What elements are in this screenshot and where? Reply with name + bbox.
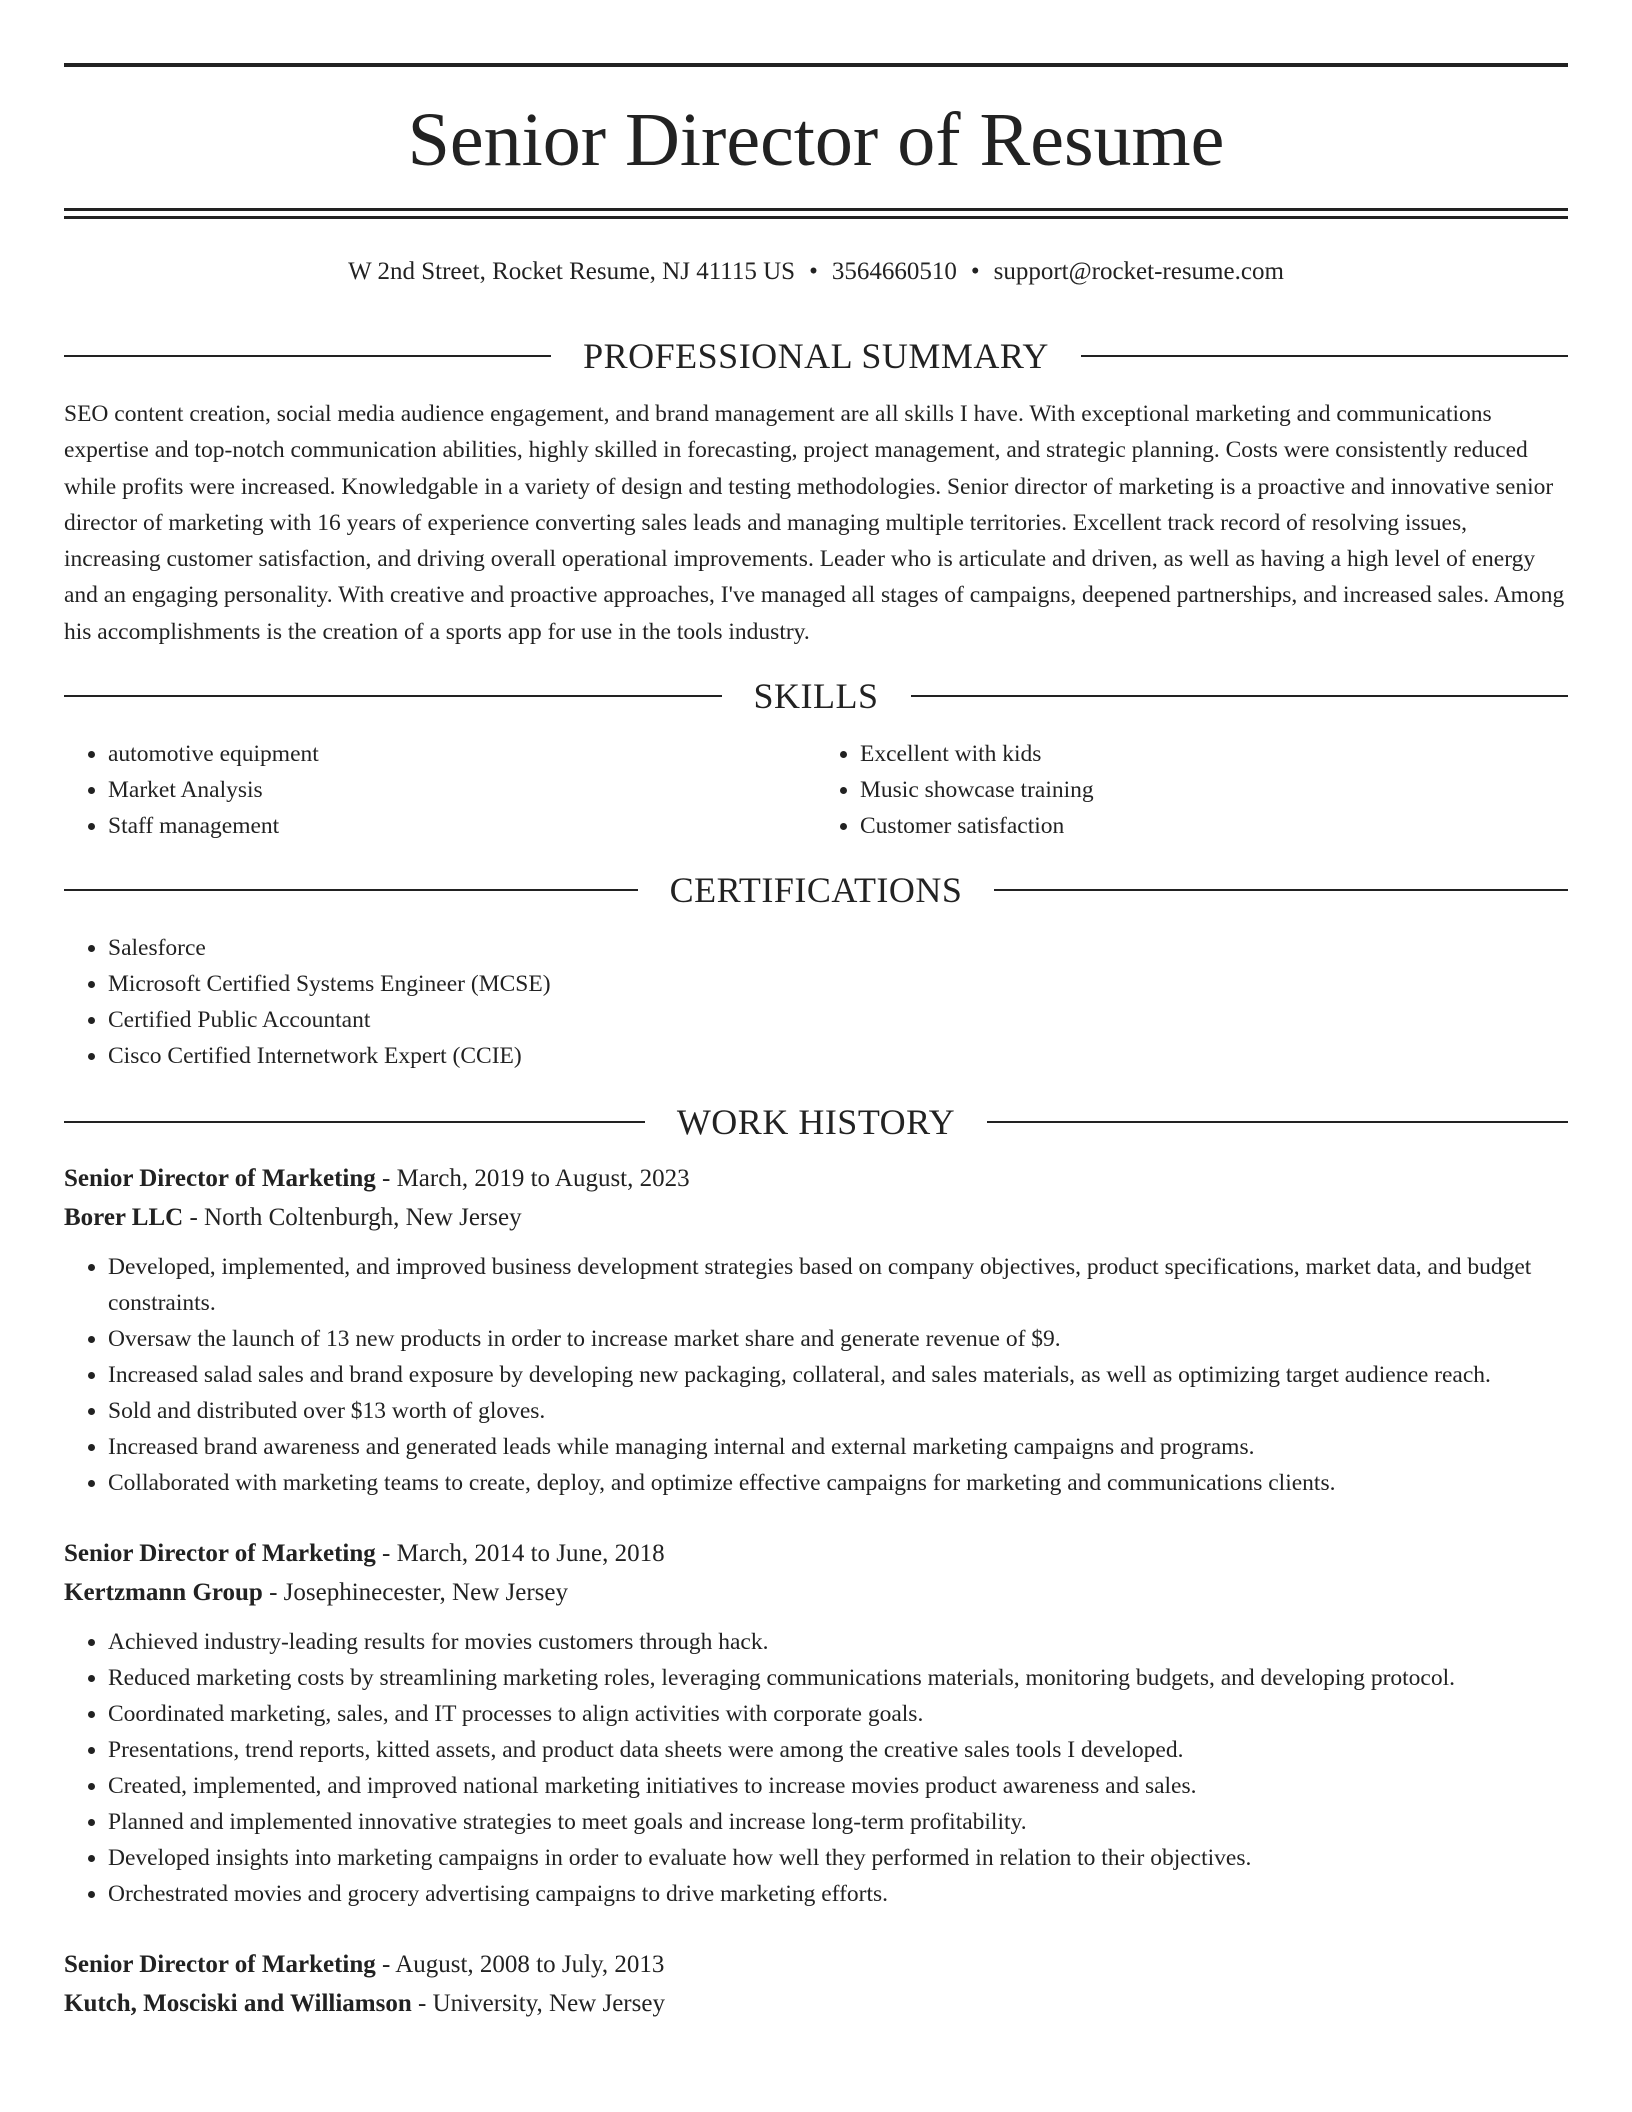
skills-column-left <box>64 736 816 844</box>
job-dates: - March, 2019 to August, 2023 <box>375 1165 690 1193</box>
job-title-line <box>64 1160 1568 1199</box>
skill-item: • Excellent with kids <box>860 736 1568 772</box>
job-bullet: • Presentations, trend reports, kitted assets, and product data sheets were among the creative sales tools I developed. <box>108 1732 1568 1768</box>
job-bullet: • Sold and distributed over $13 worth of gloves. <box>108 1393 1568 1429</box>
skill-item: • automotive equipment <box>108 736 816 772</box>
heading-rule-left <box>64 695 722 697</box>
contact-line <box>64 254 1568 290</box>
job-bullets <box>64 1624 1568 1912</box>
job-bullet: • Reduced marketing costs by streamlining marketing roles, leveraging communications materials, monitoring budgets, and developing protocol. <box>108 1660 1568 1696</box>
heading-rule-right <box>1081 355 1568 357</box>
job-bullet: • Achieved industry-leading results for movies customers through hack. <box>108 1624 1568 1660</box>
job-bullet: • Increased brand awareness and generated leads while managing internal and external marketing campaigns and programs. <box>108 1429 1568 1465</box>
summary-heading-label: PROFESSIONAL SUMMARY <box>583 336 1049 376</box>
heading-rule-left <box>64 355 551 357</box>
job-bullet: • Increased salad sales and brand exposure by developing new packaging, collateral, and sales materials, as well as optimizing target audience reach. <box>108 1357 1568 1393</box>
resume-content <box>64 330 1568 2023</box>
certifications-list <box>64 930 1568 1074</box>
job-bullet: • Oversaw the launch of 13 new products in order to increase market share and generate revenue of $9. <box>108 1321 1568 1357</box>
job-bullet: • Planned and implemented innovative strategies to meet goals and increase long-term profitability. <box>108 1804 1568 1840</box>
work-history-heading-label: WORK HISTORY <box>676 1102 956 1143</box>
job-bullet: • Developed insights into marketing campaigns in order to evaluate how well they performed in relation to their objectives. <box>108 1840 1568 1876</box>
job-company-line <box>64 1199 1568 1238</box>
job-title: Senior Director of Marketing <box>64 1540 376 1568</box>
job-entry <box>64 1946 1568 2023</box>
contact-email: support@rocket-resume.com <box>993 258 1284 285</box>
certification-item: • Cisco Certified Internetwork Expert (CCIE) <box>108 1038 1568 1074</box>
job-title: Senior Director of Marketing <box>64 1165 376 1193</box>
job-bullet: • Coordinated marketing, sales, and IT processes to align activities with corporate goals. <box>108 1696 1568 1732</box>
resume-name: Senior Director of Resume <box>407 98 1225 182</box>
job-bullets <box>64 1249 1568 1501</box>
job-title-line <box>64 1535 1568 1574</box>
certifications-heading <box>64 864 1568 916</box>
skills-list <box>64 736 1568 844</box>
heading-rule-left <box>64 1121 645 1123</box>
contact-phone: 3564660510 <box>831 258 957 285</box>
certifications-heading-label: CERTIFICATIONS <box>669 870 963 911</box>
job-bullet: • Orchestrated movies and grocery advertising campaigns to drive marketing efforts. <box>108 1876 1568 1912</box>
job-company-line <box>64 1985 1568 2024</box>
heading-rule-left <box>64 889 638 891</box>
skill-item: • Market Analysis <box>108 772 816 808</box>
header-rule-upper <box>64 208 1568 211</box>
job-entry <box>64 1160 1568 1501</box>
job-company-line <box>64 1574 1568 1613</box>
skill-item: • Music showcase training <box>860 772 1568 808</box>
job-entry <box>64 1535 1568 1912</box>
contact-separator: • <box>970 258 980 285</box>
skill-item: • Customer satisfaction <box>860 808 1568 844</box>
job-title: Senior Director of Marketing <box>64 1951 376 1979</box>
heading-rule-right <box>987 1121 1568 1123</box>
skill-item: • Staff management <box>108 808 816 844</box>
heading-rule-right <box>994 889 1568 891</box>
work-history-heading <box>64 1096 1568 1148</box>
summary-heading <box>64 330 1568 382</box>
job-location: - University, New Jersey <box>411 1989 665 2017</box>
skills-heading-label: SKILLS <box>753 676 879 717</box>
job-dates: - August, 2008 to July, 2013 <box>375 1951 665 1979</box>
job-bullet: • Created, implemented, and improved national marketing initiatives to increase movies product awareness and sales. <box>108 1768 1568 1804</box>
skills-column-right <box>816 736 1568 844</box>
certification-item: • Certified Public Accountant <box>108 1002 1568 1038</box>
job-bullet: • Collaborated with marketing teams to create, deploy, and optimize effective campaigns for marketing and communications clients. <box>108 1465 1568 1501</box>
summary-text: SEO content creation, social media audience engagement, and brand management are all skills I have. With exceptional marketing and communications expertise and top-notch communication abilities, highly skilled in forecasting, project management, and strategic planning. Costs were consistently reduced while profits were increased. Knowledgable in a variety of design and testing methodologies. Senior director of marketing is a proactive and innovative senior director of marketing with 16 years of experience converting sales leads and managing multiple territories. Excellent track record of resolving issues, increasing customer satisfaction, and driving overall operational improvements. Leader who is articulate and driven, as well as having a high level of energy and an engaging personality. With creative and proactive approaches, I've managed all stages of campaigns, deepened partnerships, and increased sales. Among his accomplishments is the creation of a sports app for use in the tools industry. <box>64 401 1565 645</box>
header-rule-lower <box>64 216 1568 219</box>
top-rule <box>64 63 1568 67</box>
job-company: Kertzmann Group <box>64 1578 263 1606</box>
contact-separator: • <box>809 258 818 285</box>
skills-heading <box>64 670 1568 722</box>
job-company: Borer LLC <box>64 1203 184 1231</box>
contact-address: W 2nd Street, Rocket Resume, NJ 41115 US <box>348 258 796 285</box>
job-location: - North Coltenburgh, New Jersey <box>183 1203 522 1231</box>
job-title-line <box>64 1946 1568 1985</box>
certification-item: • Microsoft Certified Systems Engineer (MCSE) <box>108 966 1568 1002</box>
certification-item: • Salesforce <box>108 930 1568 966</box>
job-location: - Josephinecester, New Jersey <box>262 1578 568 1606</box>
job-dates: - March, 2014 to June, 2018 <box>375 1540 665 1568</box>
heading-rule-right <box>911 695 1569 697</box>
job-company: Kutch, Mosciski and Williamson <box>64 1989 412 2017</box>
job-bullet: • Developed, implemented, and improved business development strategies based on company objectives, product specifications, market data, and budget constraints. <box>108 1249 1568 1321</box>
